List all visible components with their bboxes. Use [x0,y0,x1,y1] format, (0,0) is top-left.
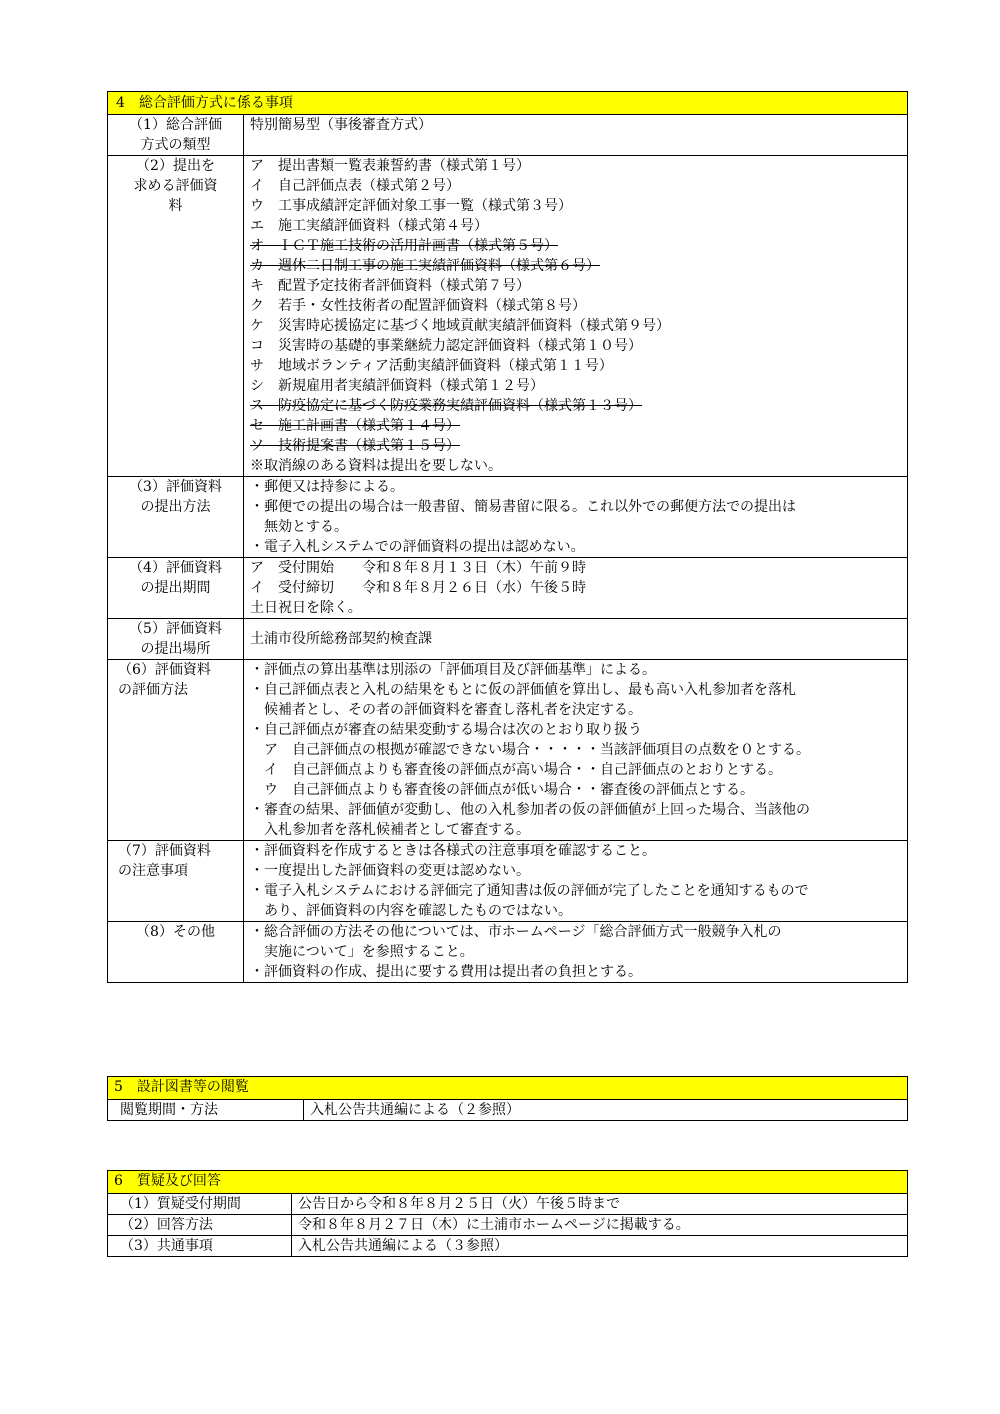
label-line: （6）評価資料 [118,662,211,678]
content-line: コ 災害時の基礎的事業継続力認定評価資料（様式第１０号） [250,338,642,354]
content-line: ・自己評価点が審査の結果変動する場合は次のとおり取り扱う [250,722,642,738]
label-line: 求める評価資 [133,178,218,194]
section4-row-content [244,619,908,660]
content-line: 特別簡易型（事後審査方式） [250,117,432,133]
content-line: ク 若手・女性技術者の配置評価資料（様式第８号） [250,298,586,314]
section4-row [108,115,908,156]
section6-row-value: 令和８年８月２７日（木）に土浦市ホームページに掲載する。 [292,1215,908,1236]
label-line: （2）提出を [136,158,215,174]
struck-item-line: ソ 技術提案書（様式第１５号） [250,438,460,454]
content-line: ・一度提出した評価資料の変更は認めない。 [250,863,530,879]
section4-row-label [108,115,244,156]
label-line: （7）評価資料 [118,843,211,859]
content-line: ・電子入札システムでの評価資料の提出は認めない。 [250,539,585,555]
section4-row [108,841,908,922]
section4-row [108,156,908,477]
section6-row-value: 公告日から令和８年８月２５日（火）午後５時まで [292,1194,908,1215]
label-line: 方式の類型 [140,137,211,153]
label-line: の提出場所 [140,641,211,657]
content-line: ア 提出書類一覧表兼誓約書（様式第１号） [250,158,530,174]
content-line: イ 受付締切 令和８年８月２６日（水）午後５時 [250,580,586,596]
struck-item-line: セ 施工計画書（様式第１４号） [250,418,460,434]
section4-row-label [108,660,244,841]
section4-row-label [108,558,244,619]
struck-item-line: オ ＩＣＴ施工技術の活用計画書（様式第５号） [250,238,558,254]
content-line: エ 施工実績評価資料（様式第４号） [250,218,488,234]
label-line: （4）評価資料 [129,560,222,576]
content-line: ア 受付開始 令和８年８月１３日（木）午前９時 [250,560,586,576]
content-line: 土浦市役所総務部契約検査課 [250,631,432,647]
label-line: 料 [168,198,183,214]
section5-table [107,1076,908,1121]
section4-row-content [244,660,908,841]
section4-row-content [244,922,908,983]
section6-table [107,1170,908,1257]
section6-row-value: 入札公告共通編による（３参照） [292,1236,908,1257]
section4-row-content [244,558,908,619]
content-line: ・評価資料の作成、提出に要する費用は提出者の負担とする。 [250,964,642,980]
content-line: ・評価資料を作成するときは各様式の注意事項を確認すること。 [250,843,656,859]
section6-row [108,1236,908,1257]
struck-item-line: カ 週休二日制工事の施工実績評価資料（様式第６号） [250,258,600,274]
content-line: 無効とする。 [264,519,348,535]
content-line: ウ 自己評価点よりも審査後の評価点が低い場合・・審査後の評価点とする。 [264,782,754,798]
label-line: の提出期間 [140,580,211,596]
section5-title: 5 設計図書等の閲覧 [108,1077,908,1100]
section6-row [108,1194,908,1215]
section4-row-content [244,841,908,922]
section4-row-label [108,156,244,477]
label-line: （5）評価資料 [129,621,222,637]
section4-row [108,922,908,983]
content-line: ・郵便での提出の場合は一般書留、簡易書留に限る。これ以外での郵便方法での提出は [250,499,796,515]
content-line: 入札参加者を落札候補者として審査する。 [264,822,530,838]
section4-row-content [244,156,908,477]
section4-row [108,660,908,841]
struck-item-line: ス 防疫協定に基づく防疫業務実績評価資料（様式第１３号） [250,398,642,414]
section6-title: 6 質疑及び回答 [108,1171,908,1194]
section4-row [108,619,908,660]
section6-row-label: （2）回答方法 [108,1215,292,1236]
content-line: ・郵便又は持参による。 [250,479,404,495]
section5-row [108,1100,908,1121]
section5-row-value: 入札公告共通編による（２参照） [304,1100,908,1121]
content-line: ・電子入札システムにおける評価完了通知書は仮の評価が完了したことを通知するもので [250,883,809,899]
content-line: あり、評価資料の内容を確認したものではない。 [264,903,572,919]
content-line: ※取消線のある資料は提出を要しない。 [250,458,502,474]
section4-row-label [108,841,244,922]
content-line: ・総合評価の方法その他については、市ホームページ「総合評価方式一般競争入札の [250,924,782,940]
content-line: ケ 災害時応援協定に基づく地域貢献実績評価資料（様式第９号） [250,318,670,334]
section4-row-label [108,619,244,660]
content-line: ウ 工事成績評定評価対象工事一覧（様式第３号） [250,198,572,214]
section4-row-content [244,115,908,156]
content-line: 候補者とし、その者の評価資料を審査し落札者を決定する。 [264,702,642,718]
section6-row [108,1215,908,1236]
content-line: サ 地域ボランティア活動実績評価資料（様式第１１号） [250,358,613,374]
section4-row-content [244,477,908,558]
section6-row-label: （1）質疑受付期間 [108,1194,292,1215]
section4-row-label [108,922,244,983]
label-line: （8）その他 [136,924,215,940]
content-line: ・自己評価点表と入札の結果をもとに仮の評価値を算出し、最も高い入札参加者を落札 [250,682,796,698]
section4-row [108,558,908,619]
content-line: イ 自己評価点よりも審査後の評価点が高い場合・・自己評価点のとおりとする。 [264,762,782,778]
section6-row-label: （3）共通事項 [108,1236,292,1257]
section4-row [108,477,908,558]
content-line: ア 自己評価点の根拠が確認できない場合・・・・・当該評価項目の点数を０とする。 [264,742,810,758]
label-line: の提出方法 [140,499,211,515]
content-line: シ 新規雇用者実績評価資料（様式第１２号） [250,378,544,394]
section5-row-label: 閲覧期間・方法 [108,1100,304,1121]
content-line: 土日祝日を除く。 [250,600,362,616]
section4-row-label [108,477,244,558]
content-line: ・審査の結果、評価値が変動し、他の入札参加者の仮の評価値が上回った場合、当該他の [250,802,810,818]
label-line: （3）評価資料 [129,479,222,495]
section4-table [107,91,908,983]
content-line: ・評価点の算出基準は別添の「評価項目及び評価基準」による。 [250,662,656,678]
content-line: キ 配置予定技術者評価資料（様式第７号） [250,278,530,294]
label-line: の評価方法 [118,682,188,698]
content-line: イ 自己評価点表（様式第２号） [250,178,460,194]
content-line: 実施について」を参照すること。 [264,944,474,960]
section4-title: 4 総合評価方式に係る事項 [108,92,908,115]
label-line: （1）総合評価 [129,117,222,133]
label-line: の注意事項 [118,863,188,879]
